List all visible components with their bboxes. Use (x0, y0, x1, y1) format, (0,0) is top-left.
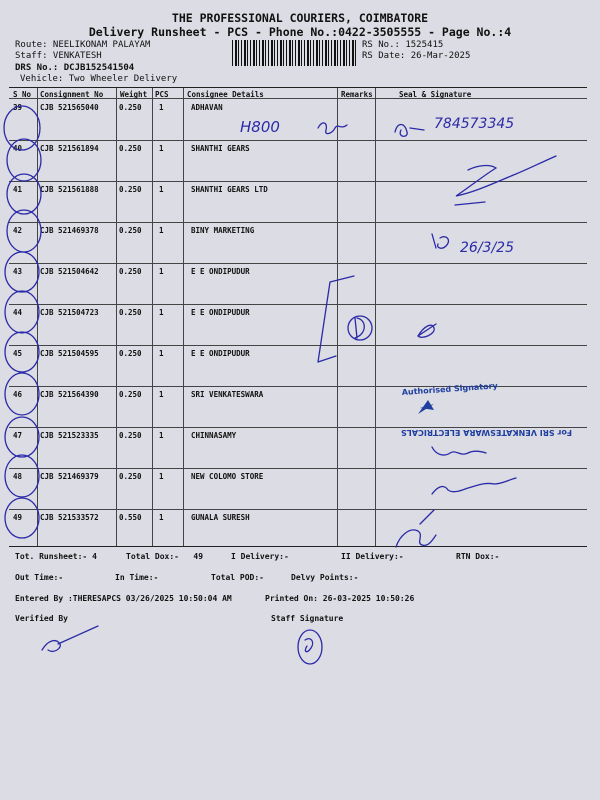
row-sno: 40 (13, 144, 23, 153)
row-consignment-no: CJB 521565040 (40, 103, 99, 112)
row-divider (9, 386, 587, 387)
row-consignee: BINY MARKETING (191, 226, 255, 235)
signature-scribble (396, 510, 436, 547)
row-sno: 39 (13, 103, 23, 112)
row-consignee: SRI VENKATESWARA (191, 390, 264, 399)
row-divider (9, 222, 587, 223)
row-sno: 48 (13, 472, 23, 481)
row-pcs: 1 (159, 308, 164, 317)
row-divider (9, 427, 587, 428)
row-consignment-no: CJB 521504723 (40, 308, 99, 317)
staff-signature-mark (298, 630, 322, 664)
staff-label: Staff: VENKATESH (15, 51, 102, 61)
signature-circle (348, 316, 372, 340)
row-weight: 0.550 (119, 513, 142, 522)
signature-scribble (456, 156, 556, 196)
row-weight: 0.250 (119, 267, 142, 276)
row-weight: 0.250 (119, 308, 142, 317)
row-consignee: SHANTHI GEARS LTD (191, 185, 268, 194)
row-pcs: 1 (159, 103, 164, 112)
col-header-remarks: Remarks (341, 90, 373, 99)
verified-by-label: Verified By (15, 614, 68, 623)
col-header-sno: S No (13, 90, 32, 99)
staff-signature-label: Staff Signature (271, 614, 344, 623)
row-divider (9, 509, 587, 510)
signature-scribble (455, 202, 485, 205)
signature-scribble (432, 447, 516, 494)
row-consignment-no: CJB 521504595 (40, 349, 99, 358)
row-divider (9, 181, 587, 182)
row-sno: 43 (13, 267, 23, 276)
row-divider (9, 140, 587, 141)
col-header-seal-signature: Seal & Signature (399, 90, 472, 99)
handwriting-h800: H800 (240, 118, 280, 136)
row-consignee: SHANTHI GEARS (191, 144, 250, 153)
row-weight: 0.250 (119, 185, 142, 194)
bracket-mark (318, 276, 354, 362)
column-divider (37, 88, 38, 546)
signature-scribble (432, 234, 448, 248)
stamp-authorised: Authorised Signatory (401, 381, 498, 397)
rs-date: RS Date: 26-Mar-2025 (362, 51, 471, 61)
row-consignee: E E ONDIPUDUR (191, 349, 250, 358)
row-divider (9, 345, 587, 346)
row-weight: 0.250 (119, 103, 142, 112)
staff-signature-mark (305, 639, 313, 652)
row-pcs: 1 (159, 144, 164, 153)
row-consignee: CHINNASAMY (191, 431, 237, 440)
barcode-image (232, 40, 356, 66)
row-sno: 41 (13, 185, 23, 194)
col-header-consignee: Consignee Details (187, 90, 264, 99)
handwriting-date: 26/3/25 (460, 240, 514, 256)
column-divider (375, 88, 376, 546)
row-weight: 0.250 (119, 144, 142, 153)
delvy-points: Delvy Points:- (291, 573, 359, 582)
row-pcs: 1 (159, 349, 164, 358)
out-time: Out Time:- (15, 573, 64, 582)
row-divider (9, 468, 587, 469)
row-consignee: E E ONDIPUDUR (191, 267, 250, 276)
row-consignment-no: CJB 521533572 (40, 513, 99, 522)
col-header-weight: Weight (120, 90, 148, 99)
row-sno: 44 (13, 308, 23, 317)
col-header-pcs: PCS (155, 90, 169, 99)
row-consignment-no: CJB 521469378 (40, 226, 99, 235)
row-consignee: GUNALA SURESH (191, 513, 250, 522)
row-consignment-no: CJB 521504642 (40, 267, 99, 276)
route-label: Route: NEELIKONAM PALAYAM (15, 40, 151, 50)
handwriting-phone: 784573345 (434, 116, 515, 132)
row-divider (9, 263, 587, 264)
entered-by: Entered By :THERESAPCS 03/26/2025 10:50:04 AM (15, 594, 232, 603)
signature-scribble (318, 123, 347, 134)
row-pcs: 1 (159, 431, 164, 440)
row-pcs: 1 (159, 513, 164, 522)
row-consignee: NEW COLOMO STORE (191, 472, 264, 481)
stamp-star-icon (418, 400, 434, 414)
signature-scribble (355, 318, 364, 338)
row-weight: 0.250 (119, 226, 142, 235)
signature-scribble (395, 125, 424, 137)
row-weight: 0.250 (119, 390, 142, 399)
drs-number: DRS No.: DCJB152541504 (15, 63, 135, 73)
row-pcs: 1 (159, 472, 164, 481)
i-delivery: I Delivery:- (231, 552, 289, 561)
table-top-border (9, 87, 587, 88)
column-divider (183, 88, 184, 546)
row-consignee: E E ONDIPUDUR (191, 308, 250, 317)
row-divider (9, 304, 587, 305)
row-consignment-no: CJB 521561888 (40, 185, 99, 194)
column-divider (152, 88, 153, 546)
company-title: THE PROFESSIONAL COURIERS, COIMBATORE (171, 11, 429, 25)
row-sno: 46 (13, 390, 23, 399)
total-dox: Total Dox:- 49 (126, 552, 204, 561)
row-consignee: ADHAVAN (191, 103, 223, 112)
stamp-venkateswara: For SRI VENKATESWARA ELECTRICALS (400, 428, 572, 437)
tot-runsheet: Tot. Runsheet:- 4 (15, 552, 97, 561)
rs-number: RS No.: 1525415 (362, 40, 444, 50)
row-consignment-no: CJB 521561894 (40, 144, 99, 153)
vehicle-label: Vehicle: Two Wheeler Delivery (20, 74, 178, 84)
runsheet-subtitle: Delivery Runsheet - PCS - Phone No.:0422-3505555 - Page No.:4 (88, 25, 512, 39)
in-time: In Time:- (115, 573, 159, 582)
column-divider (116, 88, 117, 546)
table-bottom-border (9, 546, 587, 547)
printed-on: Printed On: 26-03-2025 10:50:26 (265, 594, 415, 603)
row-weight: 0.250 (119, 472, 142, 481)
row-consignment-no: CJB 521564390 (40, 390, 99, 399)
row-sno: 47 (13, 431, 23, 440)
row-pcs: 1 (159, 390, 164, 399)
row-pcs: 1 (159, 226, 164, 235)
total-pod: Total POD:- (211, 573, 264, 582)
column-divider (337, 88, 338, 546)
row-sno: 49 (13, 513, 23, 522)
row-weight: 0.250 (119, 431, 142, 440)
row-consignment-no: CJB 521469379 (40, 472, 99, 481)
col-header-consignment: Consignment No (40, 90, 104, 99)
signature-scribble (418, 324, 436, 337)
row-consignment-no: CJB 521523335 (40, 431, 99, 440)
ii-delivery: II Delivery:- (341, 552, 404, 561)
row-sno: 45 (13, 349, 23, 358)
rtn-dox: RTN Dox:- (456, 552, 500, 561)
row-weight: 0.250 (119, 349, 142, 358)
row-pcs: 1 (159, 267, 164, 276)
verified-signature (42, 626, 98, 651)
row-sno: 42 (13, 226, 23, 235)
tick-circle (7, 174, 41, 214)
row-pcs: 1 (159, 185, 164, 194)
